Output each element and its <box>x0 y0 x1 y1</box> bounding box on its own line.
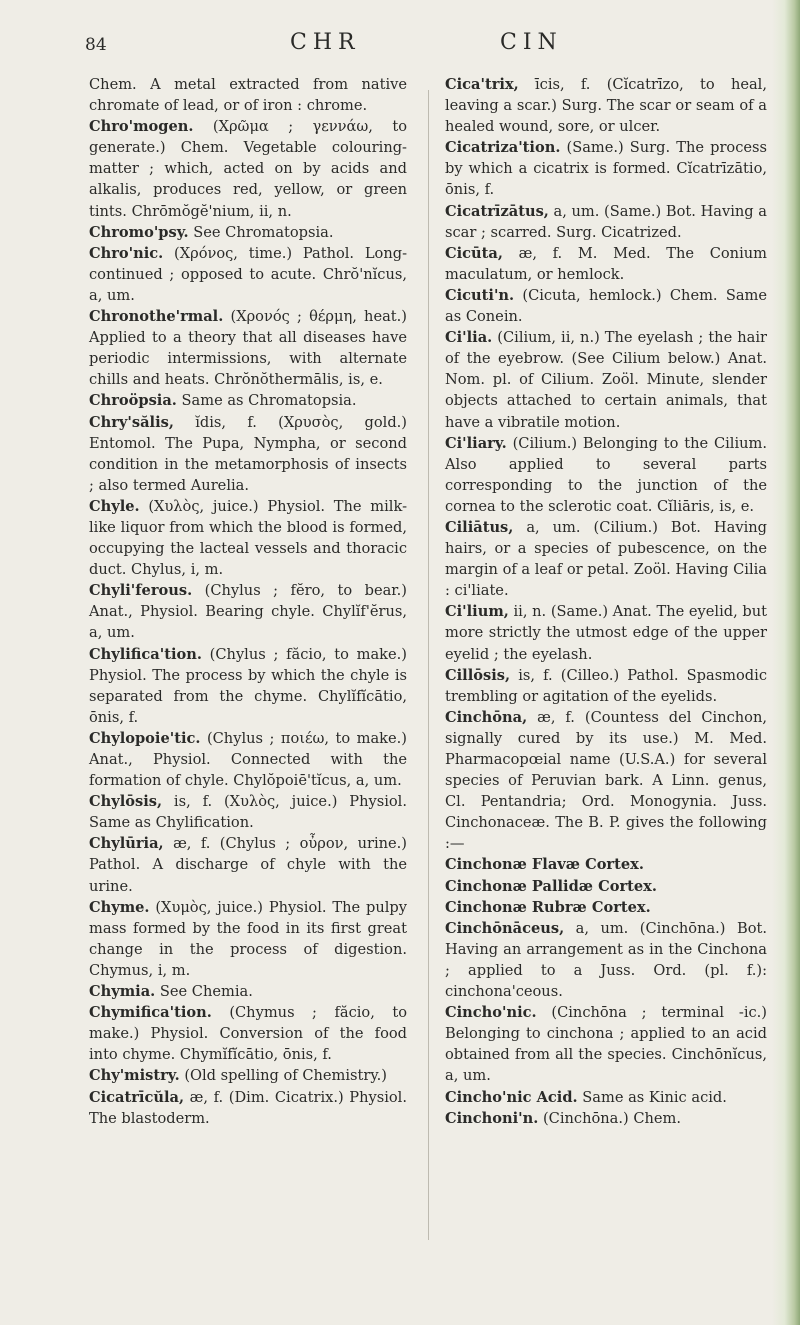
entry-headword: Ci'lia. <box>445 329 493 347</box>
entry-body: (Χυλὸς, juice.) Physiol. The milk-like liquor from which the blood is formed, occupying the lacteal vessels and thoracic duct. Chylus, i, m. <box>89 497 407 579</box>
entry-body: a, um. (Same.) Bot. Having a scar ; scarred. Surg. Cicatrized. <box>445 202 767 241</box>
entry-body: ĭdis, f. (Χρυσὸς, gold.) Entomol. The Pupa, Nympha, or second condition in the metamorphosis of insects ; also termed Aurelia. <box>89 413 407 494</box>
entry-body: (Cilium, ii, n.) The eyelash ; the hair of the eyebrow. (See Cilium below.) Anat. Nom. pl. of Cilium. Zoöl. Minute, slender objects attached to certain animals, that have a vibratile motion. <box>445 329 767 431</box>
entry-headword: Chry'sălis, <box>89 413 174 431</box>
dictionary-entry <box>445 327 767 432</box>
dictionary-entry <box>445 1002 767 1086</box>
dictionary-entry <box>89 644 407 728</box>
entry-body: is, f. (Cilleo.) Pathol. Spasmodic trembling or agitation of the eyelids. <box>445 666 767 705</box>
right-entries <box>445 74 767 1129</box>
entry-body: ii, n. (Same.) Anat. The eyelid, but more strictly the utmost edge of the upper eyelid ; the eyelash. <box>445 603 767 663</box>
entry-headword: Cinchonæ Pallidæ Cortex. <box>445 877 657 895</box>
entry-headword: Cinchonæ Rubræ Cortex. <box>445 898 651 916</box>
dictionary-entry <box>445 854 767 875</box>
entry-headword: Chymifica'tion. <box>89 1004 212 1022</box>
column-divider <box>428 90 429 1240</box>
dictionary-entry <box>445 1087 767 1108</box>
left-column <box>89 74 407 1129</box>
entry-body: (Χρόνος, time.) Pathol. Long-continued ; opposed to acute. Chrŏ'nĭcus, a, um. <box>89 244 407 304</box>
dictionary-entry <box>89 243 407 306</box>
running-head-right: CIN <box>500 30 563 55</box>
dictionary-entry <box>445 433 767 517</box>
entry-body: (Cinchōna.) Chem. <box>538 1109 682 1127</box>
entry-body: (Same.) Surg. The process by which a cicatrix is formed. Cĭcatrīzātio, ōnis, f. <box>445 139 767 199</box>
entry-headword: Cica'trix, <box>445 76 519 93</box>
entry-body: (Cilium.) Belonging to the Cilium. Also applied to several parts corresponding to the junction of the cornea to the sclerotic coat. Cĭliāris, is, e. <box>445 434 767 515</box>
left-entries <box>89 116 407 1129</box>
dictionary-entry <box>89 1087 407 1129</box>
running-head-left: CHR <box>290 30 361 55</box>
dictionary-entry <box>89 728 407 791</box>
entry-body: a, um. (Cilium.) Bot. Having hairs, or a species of pubescence, on the margin of a leaf or petal. Zoöl. Having Cilia : ci'liate. <box>445 518 767 600</box>
entry-body: (Χρονός ; θέρμη, heat.) Applied to a theory that all diseases have periodic intermissions, with alternate chills and heats. Chrŏnŏthermālis, is, e. <box>89 308 407 389</box>
entry-body: (Χρῶμα ; γεννάω, to generate.) Chem. Vegetable colouring-matter ; which, acted on by acids and alkalis, produces red, yellow, or green tints. Chrōmŏgĕ'nium, ii, n. <box>89 118 407 220</box>
dictionary-entry <box>89 306 407 390</box>
entry-body: (Χυμὸς, juice.) Physiol. The pulpy mass formed by the food in its first great change in the process of digestion. Chymus, i, m. <box>89 898 407 979</box>
entry-headword: Ciliātus, <box>445 518 514 536</box>
dictionary-entry <box>445 201 767 243</box>
entry-headword: Chy'mistry. <box>89 1067 180 1085</box>
entry-headword: Chymia. <box>89 983 156 1001</box>
dictionary-entry <box>89 897 407 981</box>
dictionary-entry <box>89 390 407 411</box>
dictionary-entry <box>445 517 767 601</box>
entry-body: æ, f. (Chylus ; οὖρον, urine.) Pathol. A discharge of chyle with the urine. <box>89 835 407 895</box>
entry-headword: Ci'liary. <box>445 434 507 452</box>
entry-headword: Cicatrīcŭla, <box>89 1088 185 1106</box>
dictionary-entry <box>89 222 407 243</box>
entry-headword: Ci'lium, <box>445 603 509 621</box>
entry-body: See Chromatopsia. <box>188 223 334 241</box>
entry-body: Same as Kinic acid. <box>577 1088 727 1106</box>
dictionary-entry <box>89 1065 407 1086</box>
dictionary-entry <box>89 580 407 643</box>
entry-headword: Chro'mogen. <box>89 118 194 136</box>
dictionary-entry <box>445 918 767 1002</box>
entry-headword: Chylōsis, <box>89 793 163 811</box>
page-number: 84 <box>85 35 107 55</box>
entry-body: (Old spelling of Chemistry.) <box>179 1067 388 1085</box>
entry-headword: Chylifica'tion. <box>89 645 202 663</box>
entry-headword: Cincho'nic Acid. <box>445 1088 578 1106</box>
entry-headword: Chyme. <box>89 898 150 916</box>
entry-headword: Cinchonæ Flavæ Cortex. <box>445 856 644 874</box>
dictionary-entry <box>445 285 767 327</box>
entry-body: (Chymus ; făcio, to make.) Physiol. Conversion of the food into chyme. Chymĭfĭcātio, ōnis, f. <box>89 1004 407 1064</box>
entry-headword: Chromo'psy. <box>89 223 189 241</box>
entry-headword: Chroöpsia. <box>89 392 177 410</box>
dictionary-entry <box>445 601 767 664</box>
entry-body: æ, f. M. Med. The Conium maculatum, or hemlock. <box>445 244 767 283</box>
running-header <box>40 30 770 60</box>
dictionary-entry <box>89 412 407 496</box>
entry-headword: Cicuti'n. <box>445 286 515 304</box>
entry-body: is, f. (Χυλὸς, juice.) Physiol. Same as Chylification. <box>89 793 407 832</box>
dictionary-entry <box>89 981 407 1002</box>
dictionary-entry <box>445 243 767 285</box>
entry-headword: Cicatriza'tion. <box>445 139 561 157</box>
page-edge-shadow <box>772 0 800 1325</box>
entry-body: See Chemia. <box>155 983 253 1001</box>
dictionary-entry <box>445 137 767 200</box>
entry-body: a, um. (Cinchōna.) Bot. Having an arrangement as in the Cinchona ; applied to a Juss. Ord. (pl. f.): cinchona'ceous. <box>445 919 767 1001</box>
entry-headword: Cicatrīzātus, <box>445 202 549 220</box>
dictionary-entry <box>89 1002 407 1065</box>
entry-headword: Cillōsis, <box>445 666 511 684</box>
entry-body: (Chylus ; fĕro, to bear.) Anat., Physiol. Bearing chyle. Chylĭf'ĕrus, a, um. <box>89 582 407 642</box>
dictionary-entry <box>445 74 767 137</box>
entry-headword: Cinchoni'n. <box>445 1109 539 1127</box>
entry-headword: Chylopoie'tic. <box>89 729 201 747</box>
dictionary-entry <box>89 116 407 221</box>
entry-headword: Cincho'nic. <box>445 1004 537 1022</box>
dictionary-entry <box>89 496 407 580</box>
dictionary-entry <box>445 876 767 897</box>
dictionary-entry <box>89 791 407 833</box>
entry-headword: Cinchōna, <box>445 708 528 726</box>
dictionary-entry <box>445 707 767 855</box>
dictionary-entry <box>89 833 407 896</box>
entry-body: æ, f. (Dim. Cicatrix.) Physiol. The blastoderm. <box>89 1088 407 1127</box>
entry-body: æ, f. (Countess del Cinchon, signally cured by its use.) M. Med. Pharmacopœial name (U.S.A.) for several species of Peruvian bark. A Linn. genus, Cl. Pentandria; Ord. Monogynia. Juss. Cinchonaceæ. The B. P. gives the following :— <box>445 708 767 853</box>
entry-body: (Cinchōna ; terminal -ic.) Belonging to cinchona ; applied to an acid obtained from all the species. Cinchōnĭcus, a, um. <box>445 1004 767 1085</box>
entry-headword: Chro'nic. <box>89 244 164 262</box>
entry-headword: Cicūta, <box>445 244 503 262</box>
entry-headword: Cinchōnāceus, <box>445 919 565 937</box>
entry-headword: Chylūria, <box>89 835 164 853</box>
entry-body: (Chylus ; făcio, to make.) Physiol. The process by which the chyle is separated from the chyme. Chylĭfĭcātio, ōnis, f. <box>89 645 407 726</box>
entry-body: īcis, f. (Cĭcatrīzo, to heal, leaving a scar.) Surg. The scar or seam of a healed wound, sore, or ulcer. <box>445 76 767 136</box>
right-column <box>445 74 767 1129</box>
entry-headword: Chronothe'rmal. <box>89 308 224 326</box>
continuation-text: Chem. A metal extracted from native chromate of lead, or of iron : chrome. <box>89 76 407 115</box>
entry-body: (Chylus ; ποιέω, to make.) Anat., Physiol. Connected with the formation of chyle. Chylŏpoiē'tĭcus, a, um. <box>89 729 407 790</box>
dictionary-entry <box>445 1108 767 1129</box>
entry-body: (Cicuta, hemlock.) Chem. Same as Conein. <box>445 286 767 326</box>
entry-headword: Chyle. <box>89 497 140 515</box>
entry-body: Same as Chromatopsia. <box>176 392 357 410</box>
entry-headword: Chyli'ferous. <box>89 582 193 600</box>
dictionary-entry <box>445 665 767 707</box>
dictionary-entry <box>445 897 767 918</box>
